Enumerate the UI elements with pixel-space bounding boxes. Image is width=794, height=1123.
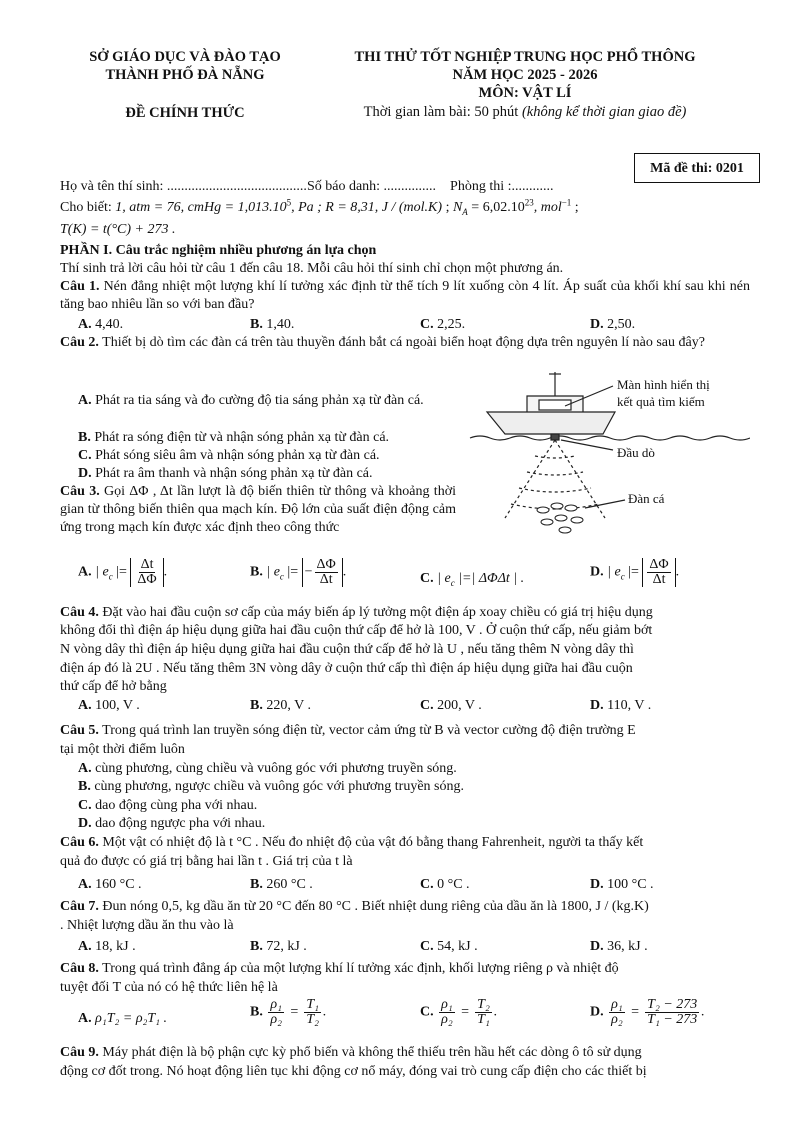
given-constants: Cho biết: 1, atm = 76, cmHg = $1,013.10^5$, Pa ; R = 8,31, J / (mol.K) ; $N_A = 6,02.10^{23}$, mol$^{-1}$ ;: [60, 197, 579, 217]
question-5: Câu 5. Trong quá trình lan truyền sóng điện từ, vector cảm ứng từ B và vector cường độ điện trường E: [60, 723, 636, 738]
q8-option-b[interactable]: B. $\frac{\text{ρ₁}}{\text{ρ₂}}$ = $\frac{\text{T₁}}{\text{T₂}}$ .: [250, 997, 327, 1027]
q5-option-b[interactable]: B. cùng phương, ngược chiều và vuông góc với phương truyền sóng.: [78, 779, 464, 794]
question-6: Câu 6. Một vật có nhiệt độ là t °C . Nếu đo nhiệt độ của vật đó bằng thang Fahrenheit, người ta thấy kết: [60, 835, 644, 850]
q2-option-b[interactable]: B. Phát ra sóng điện từ và nhận sóng phản xạ từ đàn cá.: [78, 430, 390, 445]
figure-label-fish: Đàn cá: [628, 491, 665, 506]
question-4-line5: thứ cấp để hở bằng: [60, 679, 167, 694]
q7-option-b[interactable]: B. 72, kJ .: [250, 939, 307, 954]
official-label: ĐỀ CHÍNH THỨC: [125, 105, 245, 121]
exam-room-field: Phòng thi :............: [450, 179, 554, 194]
school-year: NĂM HỌC 2025 - 2026: [452, 67, 598, 83]
time-allowed: Thời gian làm bài: 50 phút (không kể thời gian giao đề): [363, 104, 687, 120]
q4-option-c[interactable]: C. 200, V .: [420, 698, 482, 713]
question-4-line2: không đổi thì điện áp hiệu dụng giữa hai đầu cuộn thứ cấp để hở là 100, V . Ở cuộn thứ cấp, nếu giảm bớt: [60, 623, 653, 638]
q4-option-b[interactable]: B. 220, V .: [250, 698, 311, 713]
kelvin-formula: T(K) = t(°C) + 273 .: [60, 222, 176, 237]
q3-option-b[interactable]: B. | $e_c$ |= − $\frac{\Delta\Phi}{\Delta t}$ .: [250, 557, 347, 587]
q6-option-a[interactable]: A. 160 °C .: [78, 877, 142, 892]
q2-option-c[interactable]: C. Phát sóng siêu âm và nhận sóng phản xạ từ đàn cá.: [78, 448, 380, 463]
question-6-line2: quả đo được có giá trị bằng hai lần t . Giá trị của t là: [60, 854, 353, 869]
q1-option-a[interactable]: A. 4,40.: [78, 317, 124, 332]
q7-option-a[interactable]: A. 18, kJ .: [78, 939, 136, 954]
q2-option-a[interactable]: A. Phát ra tia sáng và đo cường độ tia sáng phản xạ từ đàn cá.: [78, 393, 424, 408]
question-8: Câu 8. Trong quá trình đẳng áp của một lượng khí lí tưởng xác định, khối lượng riêng ρ và nhiệt độ: [60, 961, 619, 976]
q4-option-d[interactable]: D. 110, V .: [590, 698, 652, 713]
q5-option-d[interactable]: D. dao động ngược pha với nhau.: [78, 816, 266, 831]
q2-option-d[interactable]: D. Phát ra âm thanh và nhận sóng phản xạ từ đàn cá.: [78, 466, 373, 481]
question-4-line4: điện áp đó là 2U . Nếu tăng thêm 3N vòng dây ở cuộn thứ cấp thì điện áp hiệu dụng giữa hai đầu cuộn: [60, 661, 633, 676]
q8-option-a[interactable]: A. ρ₁T₂ = ρ₂T₁ .: [78, 1011, 168, 1026]
part1-instruction: Thí sinh trả lời câu hỏi từ câu 1 đến câu 18. Mỗi câu hỏi thí sinh chỉ chọn một phương án.: [60, 261, 564, 276]
exam-title: THI THỬ TỐT NGHIỆP TRUNG HỌC PHỔ THÔNG: [354, 49, 696, 65]
question-7-line2: . Nhiệt lượng dầu ăn thu vào là: [60, 918, 234, 933]
question-2: Câu 2. Thiết bị dò tìm các đàn cá trên tàu thuyền đánh bắt cá ngoài biển hoạt động dựa trên nguyên lí nào sau đây?: [60, 335, 705, 350]
q1-option-c[interactable]: C. 2,25.: [420, 317, 466, 332]
question-4-line3: N vòng dây thì điện áp hiệu dụng giữa hai đầu cuộn thứ cấp để hở là U , nếu tăng thêm N vòng dây thì: [60, 642, 634, 657]
q1-option-d[interactable]: D. 2,50.: [590, 317, 636, 332]
question-9-line2: động cơ đốt trong. Nó hoạt động liên tục khi động cơ nổ máy, đóng vai trò cung cấp điện cho các thiết bị: [60, 1064, 647, 1079]
question-1: Câu 1. Nén đẳng nhiệt một lượng khí lí tưởng xác định từ thể tích 9 lít xuống còn 4 lít. Áp suất của khối khí sau khi nén tăng bao nhiêu lần so với ban đầu?: [60, 279, 750, 312]
figure-label-screen: Màn hình hiển thị kết quả tìm kiếm: [617, 377, 710, 409]
q4-option-a[interactable]: A. 100, V .: [78, 698, 140, 713]
question-3: Câu 3. Gọi ΔΦ , Δt lần lượt là độ biến thiên từ thông và khoảng thời gian từ thông biến thiên qua mạch kín. Độ lớn của suất điện động cảm ứng trong mạch kín được xác định theo công thức: [60, 484, 456, 535]
q3-option-d[interactable]: D. | $e_c$ |= $\frac{\Delta\Phi}{\Delta t}$ .: [590, 557, 680, 587]
q5-option-a[interactable]: A. cùng phương, cùng chiều và vuông góc với phương truyền sóng.: [78, 761, 457, 776]
subject: MÔN: VẬT LÍ: [478, 85, 572, 101]
exam-code-box: Mã đề thi: 0201: [634, 153, 760, 183]
q1-option-b[interactable]: B. 1,40.: [250, 317, 295, 332]
q8-option-d[interactable]: D. $\frac{\text{ρ₁}}{\text{ρ₂}}$ = $\frac{\text{T₂ − 273}}{\text{T₁ − 273}}$ .: [590, 997, 705, 1027]
q3-option-a[interactable]: A. | $e_c$ |= $\frac{\Delta t}{\Delta\Phi}$ .: [78, 557, 168, 587]
department-name: SỞ GIÁO DỤC VÀ ĐÀO TẠO: [89, 49, 281, 65]
part1-title: PHẦN I. Câu trắc nghiệm nhiều phương án lựa chọn: [60, 243, 377, 258]
q3-option-c[interactable]: C. | $e_c$ |=| ΔΦΔt | .: [420, 571, 525, 588]
question-9: Câu 9. Máy phát điện là bộ phận cực kỳ phổ biến và không thể thiếu trên hầu hết các dòng ô tô sử dụng: [60, 1045, 642, 1060]
figure-label-probe: Đầu dò: [617, 445, 655, 460]
q7-option-c[interactable]: C. 54, kJ .: [420, 939, 478, 954]
student-name-field: Họ và tên thí sinh: ........................................: [60, 179, 307, 194]
student-info-line: [60, 178, 760, 196]
question-8-line2: tuyệt đối T của nó có hệ thức liên hệ là: [60, 980, 278, 995]
q5-option-c[interactable]: C. dao động cùng pha với nhau.: [78, 798, 258, 813]
registration-number-field: Số báo danh: ...............: [306, 179, 437, 194]
q6-option-c[interactable]: C. 0 °C .: [420, 877, 470, 892]
city-name: THÀNH PHỐ ĐÀ NẴNG: [105, 67, 265, 83]
q6-option-b[interactable]: B. 260 °C .: [250, 877, 313, 892]
q6-option-d[interactable]: D. 100 °C .: [590, 877, 654, 892]
q7-option-d[interactable]: D. 36, kJ .: [590, 939, 648, 954]
q8-option-c[interactable]: C. $\frac{\text{ρ₁}}{\text{ρ₂}}$ = $\frac{\text{T₂}}{\text{T₁}}$ .: [420, 997, 498, 1027]
question-7: Câu 7. Đun nóng 0,5, kg dầu ăn từ 20 °C đến 80 °C . Biết nhiệt dung riêng của dầu ăn là 1800, J / (kg.K): [60, 899, 649, 914]
question-4: Câu 4. Đặt vào hai đầu cuộn sơ cấp của máy biến áp lý tưởng một điện áp xoay chiều có giá trị hiệu dụng: [60, 605, 653, 620]
question-5-line2: tại một thời điểm luôn: [60, 742, 185, 757]
